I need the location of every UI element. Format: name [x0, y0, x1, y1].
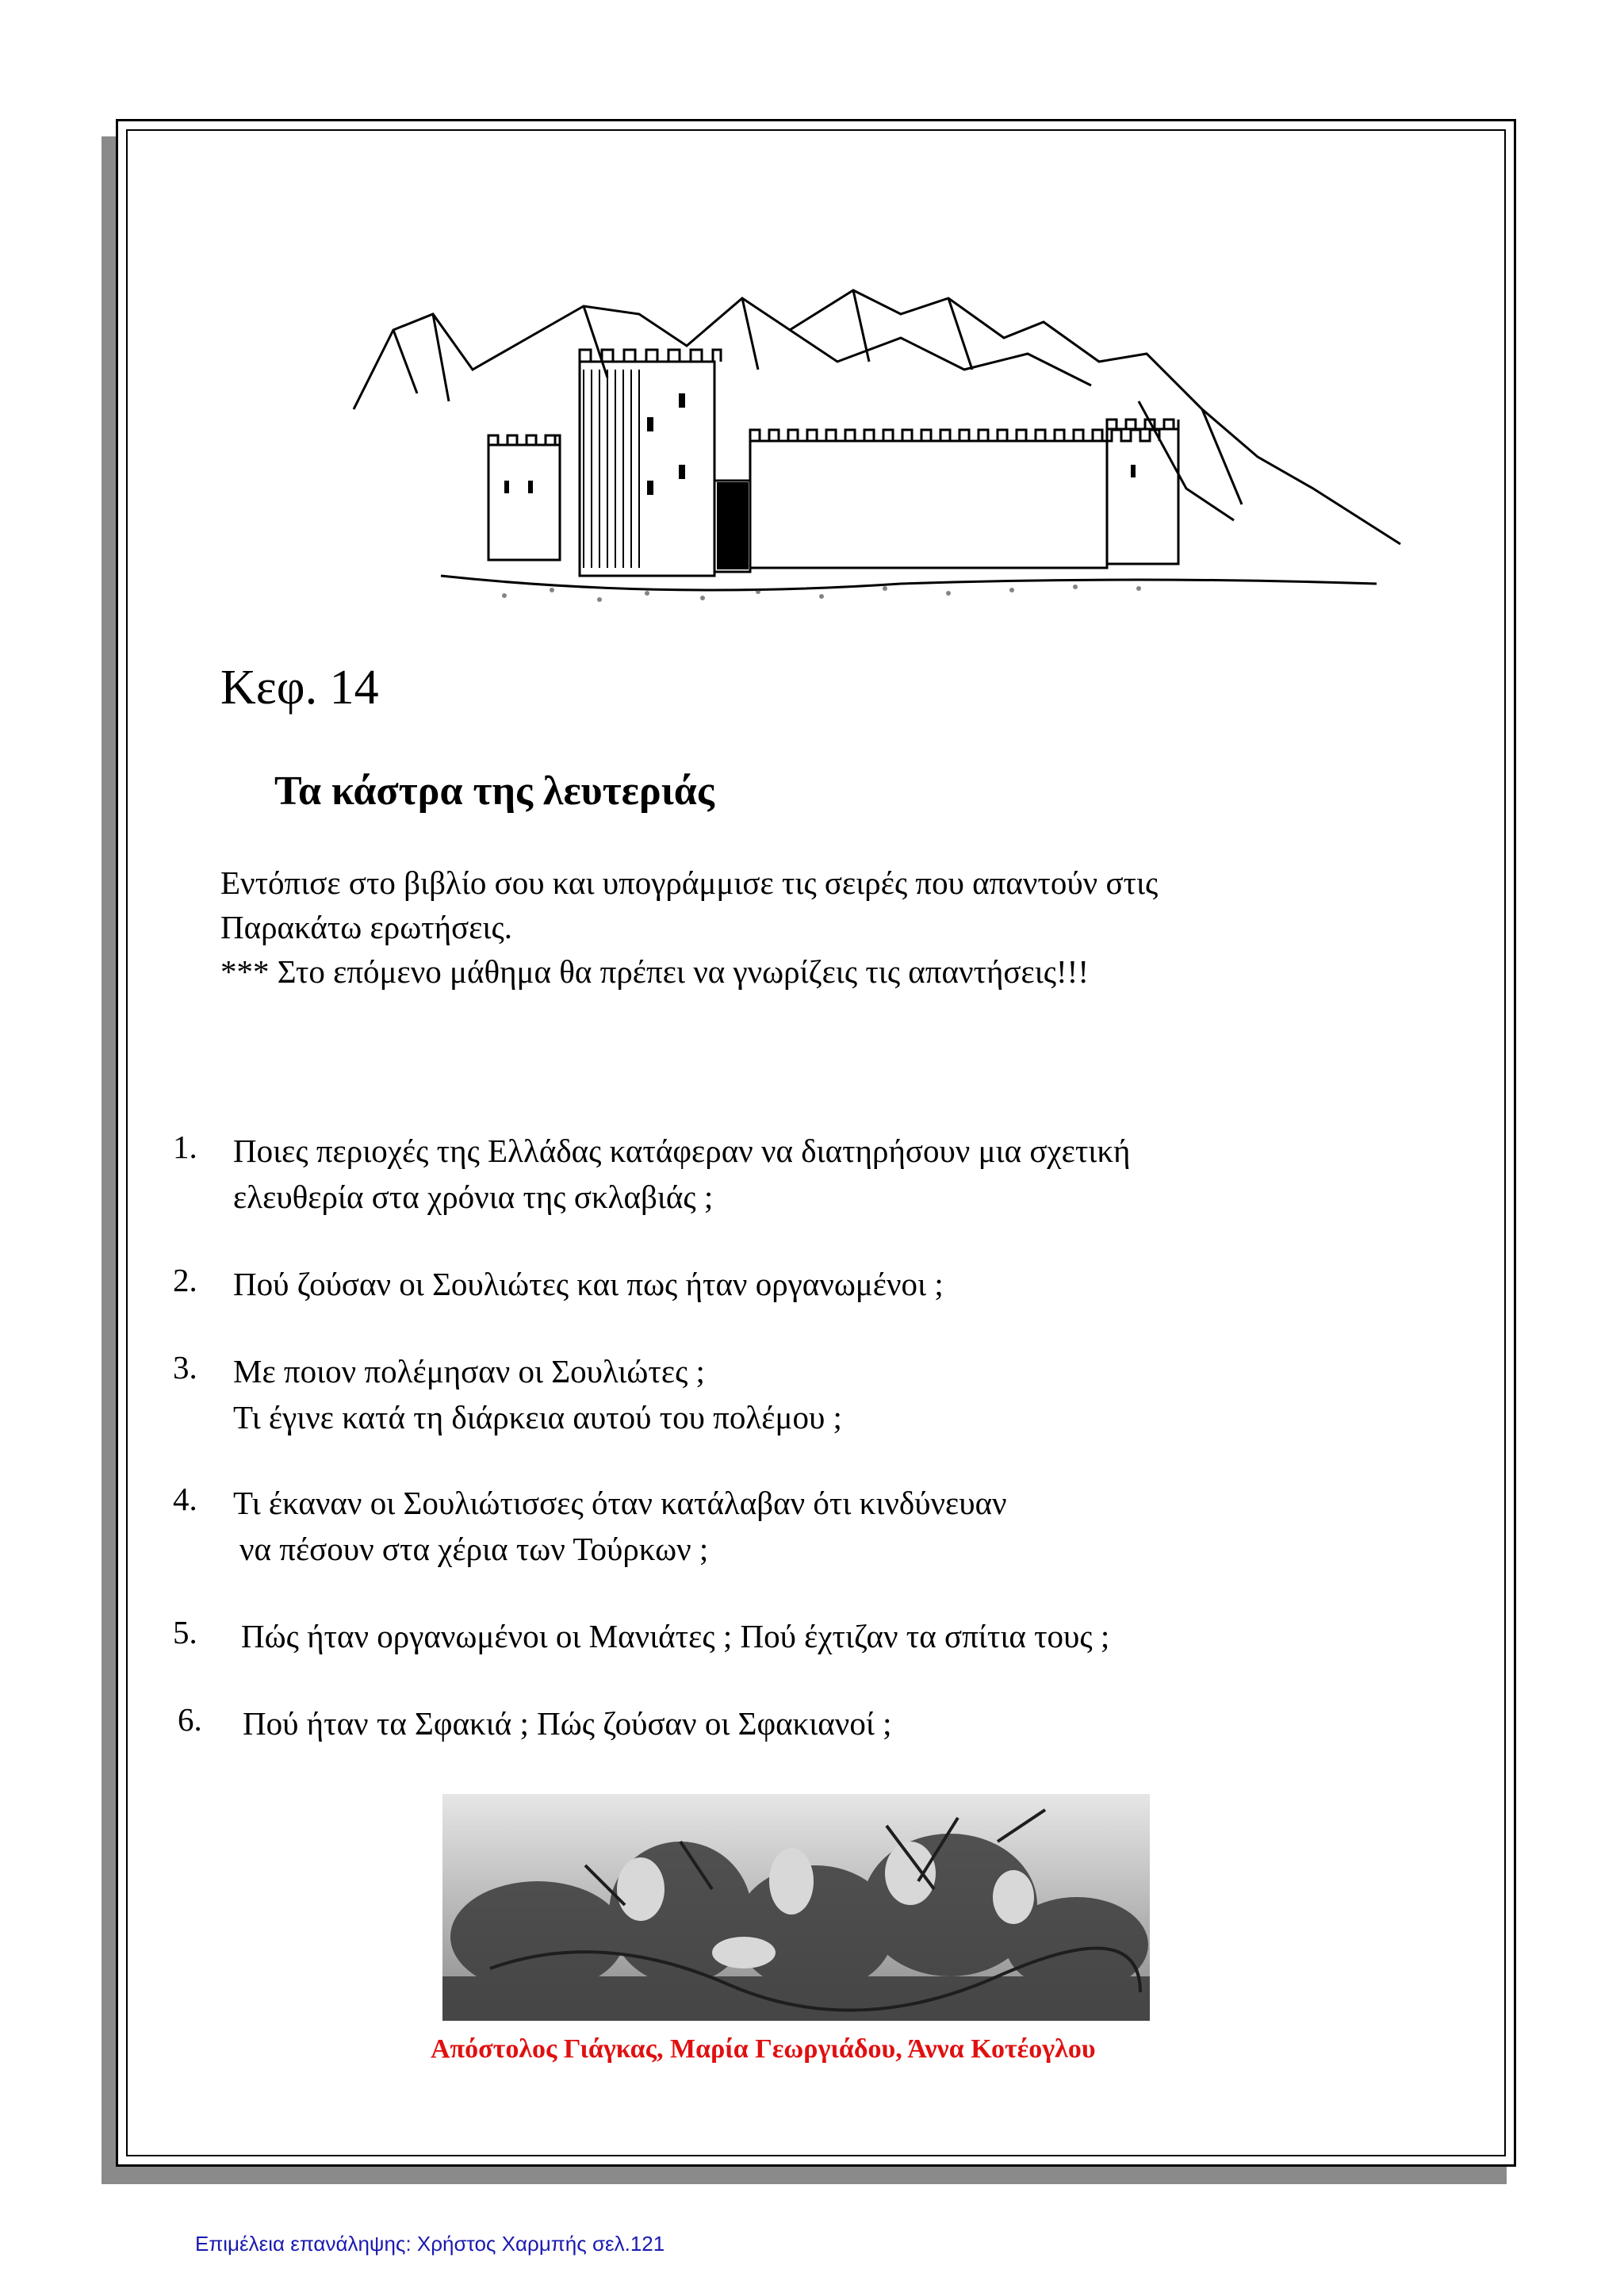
- question-number: 2.: [173, 1262, 197, 1298]
- question-text: να πέσουν στα χέρια των Τούρκων ;: [239, 1531, 709, 1567]
- chapter-heading: Κεφ. 14: [220, 661, 379, 715]
- question-number: 1.: [173, 1129, 197, 1165]
- question-text: ελευθερία στα χρόνια της σκλαβιάς ;: [233, 1179, 714, 1215]
- instructions-line: Παρακάτω ερωτήσεις.: [220, 909, 512, 945]
- question-text: Ποιες περιοχές της Ελλάδας κατάφεραν να διατηρήσουν μια σχετική: [233, 1133, 1131, 1169]
- question-text: Τι έγινε κατά τη διάρκεια αυτού του πολέμου ;: [233, 1399, 842, 1435]
- historical-painting: [442, 1794, 1150, 2021]
- page-footer: Επιμέλεια επανάληψης: Χρήστος Χαρμπής σελ.121: [195, 2232, 665, 2256]
- lesson-title: Τα κάστρα της λευτεριάς: [274, 769, 714, 814]
- question-number: 3.: [173, 1349, 197, 1386]
- question-number: 4.: [173, 1481, 197, 1517]
- instructions-line: *** Στο επόμενο μάθημα θα πρέπει να γνωρίζεις τις απαντήσεις!!!: [220, 953, 1089, 990]
- castle-illustration: [346, 282, 1416, 615]
- question-text: Πού ήταν τα Σφακιά ; Πώς ζούσαν οι Σφακιανοί ;: [243, 1705, 892, 1742]
- question-text: Πώς ήταν οργανωμένοι οι Μανιάτες ; Πού έχτιζαν τα σπίτια τους ;: [241, 1618, 1110, 1654]
- authors-credit: Απόστολος Γιάγκας, Μαρία Γεωργιάδου, Άννα Κοτέογλου: [431, 2034, 1096, 2064]
- instructions: [220, 861, 1158, 994]
- question-text: Τι έκαναν οι Σουλιώτισσες όταν κατάλαβαν ότι κινδύνευαν: [233, 1485, 1007, 1521]
- question-number: 5.: [173, 1614, 197, 1650]
- question-text: Με ποιον πολέμησαν οι Σουλιώτες ;: [233, 1353, 705, 1389]
- instructions-line: Εντόπισε στο βιβλίο σου και υπογράμμισε τις σειρές που απαντούν στις: [220, 864, 1159, 901]
- question-text: Πού ζούσαν οι Σουλιώτες και πως ήταν οργανωμένοι ;: [233, 1266, 944, 1302]
- question-number: 6.: [178, 1701, 202, 1738]
